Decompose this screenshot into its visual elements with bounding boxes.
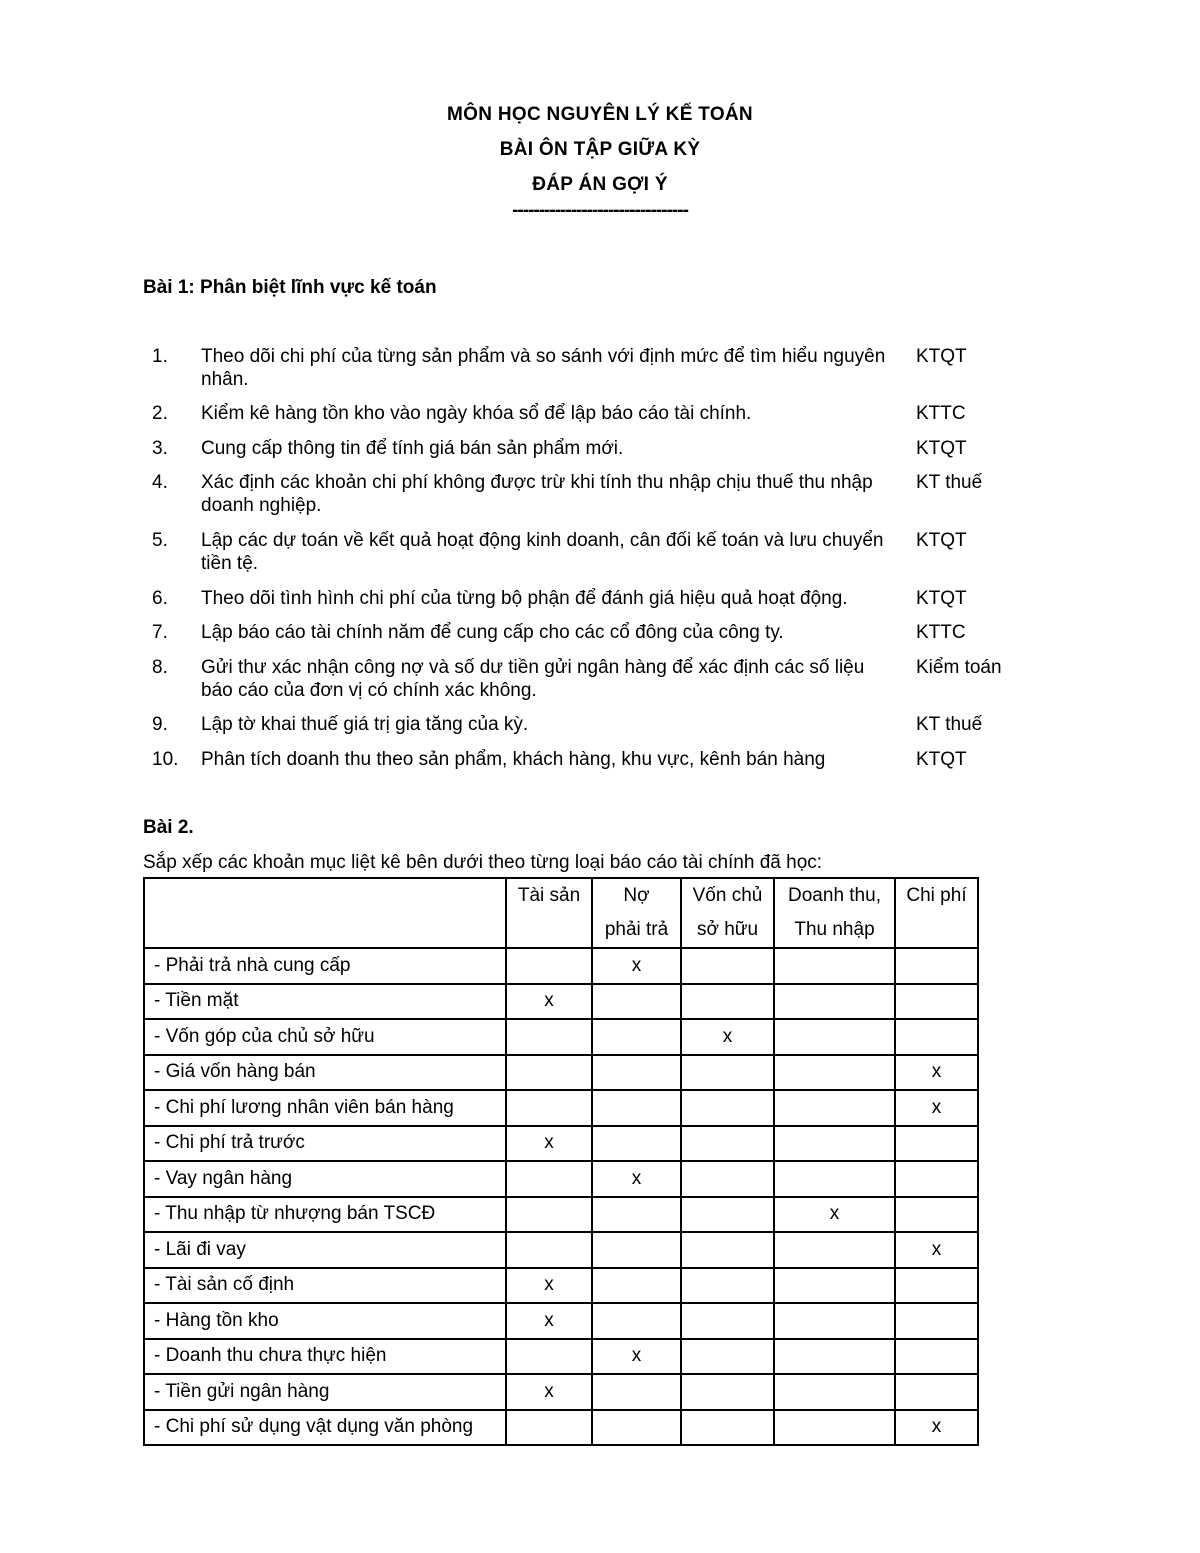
table-cell (681, 1055, 774, 1091)
table-cell (774, 1090, 895, 1126)
row-label: - Lãi đi vay (144, 1232, 506, 1268)
item-text: Theo dõi chi phí của từng sản phẩm và so sánh với định mức để tìm hiểu nguyên nhân. (201, 346, 886, 390)
table-cell: x (506, 1268, 592, 1304)
table-cell (681, 1303, 774, 1339)
table-cell (774, 1232, 895, 1268)
table-cell (681, 1268, 774, 1304)
table-cell (592, 1197, 681, 1233)
table-row (144, 1339, 978, 1375)
table-row (144, 1197, 978, 1233)
item-answer: KTQT (916, 346, 967, 367)
table-cell (506, 1055, 592, 1091)
table-cell (895, 1019, 978, 1055)
table-row (144, 1232, 978, 1268)
table-cell (774, 1339, 895, 1375)
table-cell (681, 948, 774, 984)
row-label: - Giá vốn hàng bán (144, 1055, 506, 1091)
column-header-expenses: Chi phí (895, 878, 978, 948)
table-cell: x (506, 1303, 592, 1339)
table-cell (506, 1339, 592, 1375)
table-cell: x (592, 948, 681, 984)
table-cell: x (895, 1055, 978, 1091)
table-cell (895, 1197, 978, 1233)
table-row (144, 1090, 978, 1126)
table-cell (592, 1126, 681, 1162)
table-row (144, 1126, 978, 1162)
table-cell (681, 984, 774, 1020)
table-cell (895, 1161, 978, 1197)
item-number: 7. (152, 622, 168, 643)
table-cell: x (592, 1161, 681, 1197)
item-number: 8. (152, 657, 168, 678)
table-cell (592, 1303, 681, 1339)
table-cell (506, 948, 592, 984)
item-answer: KT thuế (916, 714, 983, 735)
table-cell (895, 1126, 978, 1162)
row-label: - Tiền mặt (144, 984, 506, 1020)
table-cell (592, 1374, 681, 1410)
item-number: 4. (152, 472, 168, 493)
item-answer: KTTC (916, 622, 966, 643)
table-cell (774, 1161, 895, 1197)
table-cell: x (506, 1126, 592, 1162)
table-cell (774, 1374, 895, 1410)
table-cell (592, 1268, 681, 1304)
table-cell (681, 1232, 774, 1268)
exercise2-instructions: Sắp xếp các khoản mục liệt kê bên dưới theo từng loại báo cáo tài chính đã học: (143, 852, 823, 873)
table-cell (506, 1197, 592, 1233)
table-cell (895, 1374, 978, 1410)
table-cell (895, 1268, 978, 1304)
item-number: 5. (152, 530, 168, 551)
table-cell (774, 1019, 895, 1055)
table-row (144, 1019, 978, 1055)
item-column-header (144, 878, 506, 948)
table-header-row (144, 878, 978, 948)
table-cell (592, 1232, 681, 1268)
item-number: 10. (152, 749, 179, 770)
item-number: 3. (152, 438, 168, 459)
table-cell (774, 1303, 895, 1339)
table-cell: x (895, 1410, 978, 1446)
table-cell (506, 1019, 592, 1055)
table-cell (774, 984, 895, 1020)
column-header-equity: Vốn chủ sở hữu (681, 878, 774, 948)
item-text: Lập tờ khai thuế giá trị gia tăng của kỳ. (201, 714, 529, 735)
row-label: - Chi phí lương nhân viên bán hàng (144, 1090, 506, 1126)
row-label: - Doanh thu chưa thực hiện (144, 1339, 506, 1375)
item-text: Gửi thư xác nhận công nợ và số dư tiền gửi ngân hàng để xác định các số liệu báo cáo của đơn vị có chính xác không. (201, 657, 865, 701)
item-answer: KTQT (916, 749, 967, 770)
row-label: - Vốn góp của chủ sở hữu (144, 1019, 506, 1055)
item-number: 9. (152, 714, 168, 735)
row-label: - Chi phí sử dụng vật dụng văn phòng (144, 1410, 506, 1446)
item-answer: KTQT (916, 530, 967, 551)
course-title: MÔN HỌC NGUYÊN LÝ KẾ TOÁN (447, 104, 753, 125)
item-answer: KT thuế (916, 472, 983, 493)
row-label: - Chi phí trả trước (144, 1126, 506, 1162)
table-row (144, 1374, 978, 1410)
item-text: Cung cấp thông tin để tính giá bán sản phẩm mới. (201, 438, 624, 459)
column-header-liabilities: Nợ phải trả (592, 878, 681, 948)
exercise1-heading: Bài 1: Phân biệt lĩnh vực kế toán (143, 277, 437, 298)
table-cell (681, 1374, 774, 1410)
table-cell (506, 1161, 592, 1197)
table-cell (681, 1126, 774, 1162)
table-cell: x (774, 1197, 895, 1233)
table-cell (774, 1055, 895, 1091)
table-cell (774, 948, 895, 984)
table-row (144, 1161, 978, 1197)
item-number: 6. (152, 588, 168, 609)
table-cell (895, 1303, 978, 1339)
column-header-assets: Tài sản (506, 878, 592, 948)
row-label: - Tài sản cố định (144, 1268, 506, 1304)
item-answer: KTQT (916, 588, 967, 609)
table-cell (681, 1339, 774, 1375)
table-cell (774, 1126, 895, 1162)
table-row (144, 1410, 978, 1446)
table-cell (592, 984, 681, 1020)
table-cell (681, 1410, 774, 1446)
item-number: 1. (152, 346, 168, 367)
classification-table (143, 877, 979, 1446)
table-cell: x (895, 1232, 978, 1268)
exercise2-heading: Bài 2. (143, 817, 194, 838)
column-header-revenue: Doanh thu, Thu nhập (774, 878, 895, 948)
table-cell (681, 1197, 774, 1233)
item-answer: Kiểm toán (916, 657, 1002, 678)
item-text: Lập các dự toán về kết quả hoạt động kinh doanh, cân đối kế toán và lưu chuyển tiền tệ. (201, 530, 884, 574)
table-row (144, 984, 978, 1020)
item-answer: KTTC (916, 403, 966, 424)
table-cell (774, 1268, 895, 1304)
table-cell: x (895, 1090, 978, 1126)
title-divider: --------------------------------- (512, 200, 688, 221)
table-cell (592, 1410, 681, 1446)
item-text: Kiểm kê hàng tồn kho vào ngày khóa sổ để lập báo cáo tài chính. (201, 403, 752, 424)
item-number: 2. (152, 403, 168, 424)
table-cell (774, 1410, 895, 1446)
answer-key-title: ĐÁP ÁN GỢI Ý (532, 174, 668, 195)
table-row (144, 1303, 978, 1339)
item-text: Theo dõi tình hình chi phí của từng bộ phận để đánh giá hiệu quả hoạt động. (201, 588, 848, 609)
table-cell: x (681, 1019, 774, 1055)
table-cell: x (506, 984, 592, 1020)
table-cell (506, 1410, 592, 1446)
table-cell: x (592, 1339, 681, 1375)
review-title: BÀI ÔN TẬP GIỮA KỲ (499, 139, 701, 160)
table-cell (506, 1090, 592, 1126)
item-text: Lập báo cáo tài chính năm để cung cấp cho các cổ đông của công ty. (201, 622, 784, 643)
table-cell (681, 1090, 774, 1126)
table-cell (506, 1232, 592, 1268)
table-row (144, 1055, 978, 1091)
table-row (144, 948, 978, 984)
table-cell (681, 1161, 774, 1197)
item-answer: KTQT (916, 438, 967, 459)
table-cell (592, 1019, 681, 1055)
table-body (144, 948, 978, 1445)
row-label: - Thu nhập từ nhượng bán TSCĐ (144, 1197, 506, 1233)
row-label: - Hàng tồn kho (144, 1303, 506, 1339)
item-text: Xác định các khoản chi phí không được trừ khi tính thu nhập chịu thuế thu nhập doanh nghiệp. (201, 472, 873, 516)
table-cell: x (506, 1374, 592, 1410)
item-text: Phân tích doanh thu theo sản phẩm, khách hàng, khu vực, kênh bán hàng (201, 749, 826, 770)
table-cell (592, 1090, 681, 1126)
table-cell (895, 984, 978, 1020)
table-cell (895, 1339, 978, 1375)
table-row (144, 1268, 978, 1304)
table-cell (895, 948, 978, 984)
table-cell (592, 1055, 681, 1091)
row-label: - Phải trả nhà cung cấp (144, 948, 506, 984)
row-label: - Vay ngân hàng (144, 1161, 506, 1197)
row-label: - Tiền gửi ngân hàng (144, 1374, 506, 1410)
